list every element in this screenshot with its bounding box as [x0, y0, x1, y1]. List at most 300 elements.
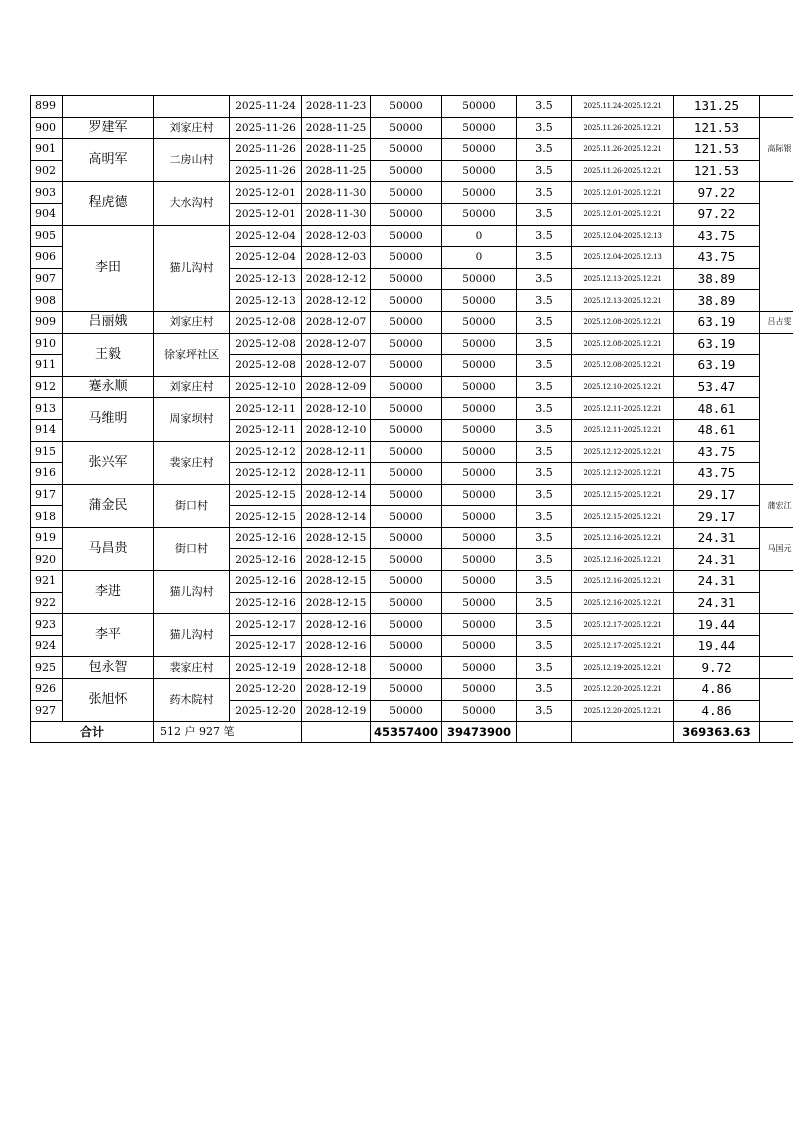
loan-amount: 50000	[371, 441, 442, 463]
loan-amount: 50000	[371, 139, 442, 161]
interest-period: 2025.12.12-2025.12.21	[572, 463, 674, 485]
interest-rate: 3.5	[517, 463, 572, 485]
interest-rate: 3.5	[517, 96, 572, 118]
balance-amount: 50000	[442, 398, 517, 420]
table-row	[31, 441, 793, 463]
loan-amount: 50000	[371, 96, 442, 118]
end-date: 2028-12-11	[302, 463, 371, 485]
row-number: 905	[31, 225, 63, 247]
end-date: 2028-12-19	[302, 679, 371, 701]
loan-amount: 50000	[371, 333, 442, 355]
end-date: 2028-12-18	[302, 657, 371, 679]
loan-amount: 50000	[371, 117, 442, 139]
borrower-name: 马昌贵	[63, 527, 154, 570]
interest-period: 2025.12.01-2025.12.21	[572, 203, 674, 225]
interest-period: 2025.12.17-2025.12.21	[572, 614, 674, 636]
interest-rate: 3.5	[517, 247, 572, 269]
end-date: 2028-11-25	[302, 139, 371, 161]
village	[154, 96, 230, 118]
interest-rate: 3.5	[517, 484, 572, 506]
note	[760, 614, 793, 657]
start-date: 2025-12-13	[230, 268, 302, 290]
loan-amount: 50000	[371, 614, 442, 636]
village: 裴家庄村	[154, 441, 230, 484]
interest-period: 2025.12.20-2025.12.21	[572, 679, 674, 701]
interest-period: 2025.11.26-2025.12.21	[572, 117, 674, 139]
note: 高际银	[760, 117, 793, 182]
total-row	[31, 722, 793, 743]
borrower-name: 张兴军	[63, 441, 154, 484]
end-date: 2028-12-10	[302, 419, 371, 441]
row-number: 923	[31, 614, 63, 636]
table-row	[31, 376, 793, 398]
interest-amount: 24.31	[674, 571, 760, 593]
village: 裴家庄村	[154, 657, 230, 679]
table-body	[31, 96, 793, 743]
row-number: 913	[31, 398, 63, 420]
end-date: 2028-12-12	[302, 268, 371, 290]
row-number: 927	[31, 700, 63, 722]
end-date: 2028-12-15	[302, 571, 371, 593]
start-date: 2025-11-26	[230, 160, 302, 182]
row-number: 904	[31, 203, 63, 225]
village: 街口村	[154, 484, 230, 527]
table-row	[31, 311, 793, 333]
row-number: 910	[31, 333, 63, 355]
loan-amount: 50000	[371, 398, 442, 420]
interest-period: 2025.11.24-2025.12.21	[572, 96, 674, 118]
total-empty	[302, 722, 371, 743]
start-date: 2025-12-20	[230, 700, 302, 722]
interest-rate: 3.5	[517, 160, 572, 182]
interest-period: 2025.11.26-2025.12.21	[572, 139, 674, 161]
row-number: 909	[31, 311, 63, 333]
interest-period: 2025.12.11-2025.12.21	[572, 398, 674, 420]
interest-amount: 19.44	[674, 635, 760, 657]
interest-rate: 3.5	[517, 527, 572, 549]
village: 猫儿沟村	[154, 225, 230, 311]
start-date: 2025-11-24	[230, 96, 302, 118]
interest-rate: 3.5	[517, 506, 572, 528]
loan-amount: 50000	[371, 679, 442, 701]
start-date: 2025-11-26	[230, 117, 302, 139]
interest-amount: 29.17	[674, 506, 760, 528]
balance-amount: 50000	[442, 203, 517, 225]
interest-period: 2025.12.01-2025.12.21	[572, 182, 674, 204]
total-interest: 369363.63	[674, 722, 760, 743]
start-date: 2025-12-10	[230, 376, 302, 398]
balance-amount: 50000	[442, 117, 517, 139]
row-number: 926	[31, 679, 63, 701]
end-date: 2028-12-15	[302, 527, 371, 549]
interest-period: 2025.12.16-2025.12.21	[572, 549, 674, 571]
balance-amount: 50000	[442, 657, 517, 679]
row-number: 912	[31, 376, 63, 398]
borrower-name: 蒲金民	[63, 484, 154, 527]
village: 二房山村	[154, 139, 230, 182]
total-count: 512 户 927 笔	[154, 722, 302, 743]
borrower-name: 马维明	[63, 398, 154, 441]
row-number: 916	[31, 463, 63, 485]
row-number: 906	[31, 247, 63, 269]
loan-amount: 50000	[371, 657, 442, 679]
interest-amount: 38.89	[674, 268, 760, 290]
row-number: 925	[31, 657, 63, 679]
balance-amount: 50000	[442, 311, 517, 333]
interest-period: 2025.12.16-2025.12.21	[572, 592, 674, 614]
interest-rate: 3.5	[517, 139, 572, 161]
balance-amount: 50000	[442, 333, 517, 355]
interest-period: 2025.12.04-2025.12.13	[572, 247, 674, 269]
balance-amount: 50000	[442, 160, 517, 182]
interest-period: 2025.12.15-2025.12.21	[572, 484, 674, 506]
row-number: 907	[31, 268, 63, 290]
row-number: 915	[31, 441, 63, 463]
interest-amount: 121.53	[674, 117, 760, 139]
total-empty	[760, 722, 793, 743]
village: 刘家庄村	[154, 376, 230, 398]
start-date: 2025-12-08	[230, 311, 302, 333]
interest-period: 2025.12.16-2025.12.21	[572, 571, 674, 593]
start-date: 2025-12-12	[230, 463, 302, 485]
interest-period: 2025.12.12-2025.12.21	[572, 441, 674, 463]
balance-amount: 50000	[442, 506, 517, 528]
interest-rate: 3.5	[517, 592, 572, 614]
interest-rate: 3.5	[517, 571, 572, 593]
end-date: 2028-12-12	[302, 290, 371, 312]
village: 周家坝村	[154, 398, 230, 441]
table-row	[31, 139, 793, 161]
loan-amount: 50000	[371, 484, 442, 506]
start-date: 2025-12-04	[230, 247, 302, 269]
interest-period: 2025.12.20-2025.12.21	[572, 700, 674, 722]
table-row	[31, 398, 793, 420]
end-date: 2028-12-03	[302, 247, 371, 269]
end-date: 2028-12-10	[302, 398, 371, 420]
loan-amount: 50000	[371, 506, 442, 528]
loan-amount: 50000	[371, 376, 442, 398]
interest-period: 2025.12.08-2025.12.21	[572, 311, 674, 333]
loan-amount: 50000	[371, 311, 442, 333]
borrower-name: 李进	[63, 571, 154, 614]
end-date: 2028-12-16	[302, 614, 371, 636]
row-number: 914	[31, 419, 63, 441]
end-date: 2028-12-15	[302, 549, 371, 571]
balance-amount: 50000	[442, 463, 517, 485]
loan-amount: 50000	[371, 419, 442, 441]
village: 刘家庄村	[154, 117, 230, 139]
start-date: 2025-12-15	[230, 484, 302, 506]
note	[760, 333, 793, 484]
interest-period: 2025.12.04-2025.12.13	[572, 225, 674, 247]
interest-rate: 3.5	[517, 355, 572, 377]
row-number: 920	[31, 549, 63, 571]
interest-rate: 3.5	[517, 182, 572, 204]
start-date: 2025-12-20	[230, 679, 302, 701]
loan-amount: 50000	[371, 182, 442, 204]
end-date: 2028-11-30	[302, 203, 371, 225]
table-row	[31, 333, 793, 355]
interest-rate: 3.5	[517, 398, 572, 420]
interest-amount: 121.53	[674, 160, 760, 182]
interest-amount: 48.61	[674, 419, 760, 441]
borrower-name: 程虎德	[63, 182, 154, 225]
note	[760, 96, 793, 118]
balance-amount: 0	[442, 247, 517, 269]
balance-amount: 50000	[442, 549, 517, 571]
note: 蒲宏江	[760, 484, 793, 527]
interest-rate: 3.5	[517, 225, 572, 247]
interest-rate: 3.5	[517, 311, 572, 333]
row-number: 917	[31, 484, 63, 506]
end-date: 2028-11-23	[302, 96, 371, 118]
interest-rate: 3.5	[517, 549, 572, 571]
loan-amount: 50000	[371, 268, 442, 290]
loan-interest-table	[30, 95, 793, 743]
interest-rate: 3.5	[517, 635, 572, 657]
table-row	[31, 225, 793, 247]
end-date: 2028-12-07	[302, 355, 371, 377]
interest-period: 2025.12.13-2025.12.21	[572, 268, 674, 290]
start-date: 2025-12-11	[230, 398, 302, 420]
village: 药木院村	[154, 679, 230, 722]
interest-period: 2025.12.17-2025.12.21	[572, 635, 674, 657]
interest-amount: 19.44	[674, 614, 760, 636]
start-date: 2025-12-13	[230, 290, 302, 312]
interest-rate: 3.5	[517, 333, 572, 355]
start-date: 2025-12-01	[230, 203, 302, 225]
interest-amount: 63.19	[674, 333, 760, 355]
start-date: 2025-12-16	[230, 527, 302, 549]
row-number: 901	[31, 139, 63, 161]
interest-amount: 63.19	[674, 311, 760, 333]
interest-rate: 3.5	[517, 117, 572, 139]
interest-period: 2025.12.11-2025.12.21	[572, 419, 674, 441]
interest-period: 2025.12.15-2025.12.21	[572, 506, 674, 528]
loan-amount: 50000	[371, 290, 442, 312]
balance-amount: 50000	[442, 182, 517, 204]
row-number: 900	[31, 117, 63, 139]
interest-period: 2025.12.10-2025.12.21	[572, 376, 674, 398]
balance-amount: 50000	[442, 139, 517, 161]
table-row	[31, 679, 793, 701]
interest-amount: 48.61	[674, 398, 760, 420]
start-date: 2025-12-16	[230, 571, 302, 593]
interest-rate: 3.5	[517, 614, 572, 636]
total-balance: 39473900	[442, 722, 517, 743]
row-number: 924	[31, 635, 63, 657]
start-date: 2025-11-26	[230, 139, 302, 161]
total-empty	[572, 722, 674, 743]
note	[760, 679, 793, 722]
borrower-name: 王毅	[63, 333, 154, 376]
loan-amount: 50000	[371, 247, 442, 269]
interest-amount: 131.25	[674, 96, 760, 118]
interest-amount: 97.22	[674, 203, 760, 225]
interest-period: 2025.12.08-2025.12.21	[572, 355, 674, 377]
end-date: 2028-12-11	[302, 441, 371, 463]
balance-amount: 50000	[442, 96, 517, 118]
loan-amount: 50000	[371, 635, 442, 657]
balance-amount: 50000	[442, 614, 517, 636]
table-row	[31, 484, 793, 506]
table-row	[31, 614, 793, 636]
total-empty	[517, 722, 572, 743]
table-row	[31, 657, 793, 679]
balance-amount: 50000	[442, 419, 517, 441]
borrower-name: 高明军	[63, 139, 154, 182]
start-date: 2025-12-17	[230, 635, 302, 657]
note	[760, 571, 793, 614]
balance-amount: 50000	[442, 268, 517, 290]
loan-amount: 50000	[371, 571, 442, 593]
table-row	[31, 182, 793, 204]
interest-amount: 43.75	[674, 463, 760, 485]
interest-rate: 3.5	[517, 419, 572, 441]
start-date: 2025-12-11	[230, 419, 302, 441]
balance-amount: 50000	[442, 592, 517, 614]
interest-amount: 24.31	[674, 549, 760, 571]
note	[760, 182, 793, 312]
interest-amount: 43.75	[674, 225, 760, 247]
interest-rate: 3.5	[517, 441, 572, 463]
row-number: 922	[31, 592, 63, 614]
interest-rate: 3.5	[517, 268, 572, 290]
borrower-name: 张旭怀	[63, 679, 154, 722]
village: 徐家坪社区	[154, 333, 230, 376]
interest-rate: 3.5	[517, 376, 572, 398]
end-date: 2028-12-07	[302, 311, 371, 333]
start-date: 2025-12-16	[230, 592, 302, 614]
end-date: 2028-12-19	[302, 700, 371, 722]
end-date: 2028-12-14	[302, 506, 371, 528]
interest-period: 2025.12.19-2025.12.21	[572, 657, 674, 679]
start-date: 2025-12-16	[230, 549, 302, 571]
start-date: 2025-12-19	[230, 657, 302, 679]
loan-amount: 50000	[371, 203, 442, 225]
row-number: 903	[31, 182, 63, 204]
interest-amount: 4.86	[674, 700, 760, 722]
interest-amount: 24.31	[674, 527, 760, 549]
loan-amount: 50000	[371, 527, 442, 549]
start-date: 2025-12-17	[230, 614, 302, 636]
interest-rate: 3.5	[517, 203, 572, 225]
interest-amount: 4.86	[674, 679, 760, 701]
borrower-name	[63, 96, 154, 118]
interest-rate: 3.5	[517, 290, 572, 312]
row-number: 902	[31, 160, 63, 182]
borrower-name: 包永智	[63, 657, 154, 679]
balance-amount: 50000	[442, 700, 517, 722]
interest-period: 2025.12.16-2025.12.21	[572, 527, 674, 549]
interest-amount: 43.75	[674, 441, 760, 463]
balance-amount: 50000	[442, 679, 517, 701]
start-date: 2025-12-12	[230, 441, 302, 463]
interest-amount: 63.19	[674, 355, 760, 377]
interest-amount: 38.89	[674, 290, 760, 312]
interest-period: 2025.12.08-2025.12.21	[572, 333, 674, 355]
balance-amount: 50000	[442, 355, 517, 377]
end-date: 2028-11-30	[302, 182, 371, 204]
balance-amount: 0	[442, 225, 517, 247]
table-row	[31, 96, 793, 118]
row-number: 911	[31, 355, 63, 377]
row-number: 899	[31, 96, 63, 118]
row-number: 918	[31, 506, 63, 528]
balance-amount: 50000	[442, 571, 517, 593]
balance-amount: 50000	[442, 527, 517, 549]
borrower-name: 李平	[63, 614, 154, 657]
start-date: 2025-12-08	[230, 333, 302, 355]
end-date: 2028-12-07	[302, 333, 371, 355]
start-date: 2025-12-08	[230, 355, 302, 377]
balance-amount: 50000	[442, 376, 517, 398]
row-number: 908	[31, 290, 63, 312]
interest-period: 2025.12.13-2025.12.21	[572, 290, 674, 312]
note: 马国元	[760, 527, 793, 570]
village: 猫儿沟村	[154, 614, 230, 657]
interest-period: 2025.11.26-2025.12.21	[572, 160, 674, 182]
loan-amount: 50000	[371, 592, 442, 614]
start-date: 2025-12-04	[230, 225, 302, 247]
end-date: 2028-12-03	[302, 225, 371, 247]
interest-rate: 3.5	[517, 657, 572, 679]
row-number: 921	[31, 571, 63, 593]
loan-amount: 50000	[371, 355, 442, 377]
end-date: 2028-12-14	[302, 484, 371, 506]
table-row	[31, 117, 793, 139]
loan-amount: 50000	[371, 549, 442, 571]
start-date: 2025-12-15	[230, 506, 302, 528]
balance-amount: 50000	[442, 441, 517, 463]
note	[760, 657, 793, 679]
village: 街口村	[154, 527, 230, 570]
row-number: 919	[31, 527, 63, 549]
borrower-name: 吕丽娥	[63, 311, 154, 333]
loan-amount: 50000	[371, 463, 442, 485]
balance-amount: 50000	[442, 290, 517, 312]
end-date: 2028-11-25	[302, 117, 371, 139]
loan-amount: 50000	[371, 160, 442, 182]
note: 吕占雯	[760, 311, 793, 333]
start-date: 2025-12-01	[230, 182, 302, 204]
interest-amount: 24.31	[674, 592, 760, 614]
end-date: 2028-12-09	[302, 376, 371, 398]
balance-amount: 50000	[442, 484, 517, 506]
interest-amount: 29.17	[674, 484, 760, 506]
interest-rate: 3.5	[517, 679, 572, 701]
borrower-name: 李田	[63, 225, 154, 311]
village: 猫儿沟村	[154, 571, 230, 614]
borrower-name: 罗建军	[63, 117, 154, 139]
village: 大水沟村	[154, 182, 230, 225]
table-row	[31, 527, 793, 549]
balance-amount: 50000	[442, 635, 517, 657]
interest-rate: 3.5	[517, 700, 572, 722]
total-label: 合计	[31, 722, 154, 743]
table-row	[31, 571, 793, 593]
borrower-name: 蹇永顺	[63, 376, 154, 398]
interest-amount: 121.53	[674, 139, 760, 161]
interest-amount: 53.47	[674, 376, 760, 398]
interest-amount: 43.75	[674, 247, 760, 269]
end-date: 2028-12-16	[302, 635, 371, 657]
interest-amount: 97.22	[674, 182, 760, 204]
loan-amount: 50000	[371, 700, 442, 722]
interest-amount: 9.72	[674, 657, 760, 679]
village: 刘家庄村	[154, 311, 230, 333]
end-date: 2028-11-25	[302, 160, 371, 182]
